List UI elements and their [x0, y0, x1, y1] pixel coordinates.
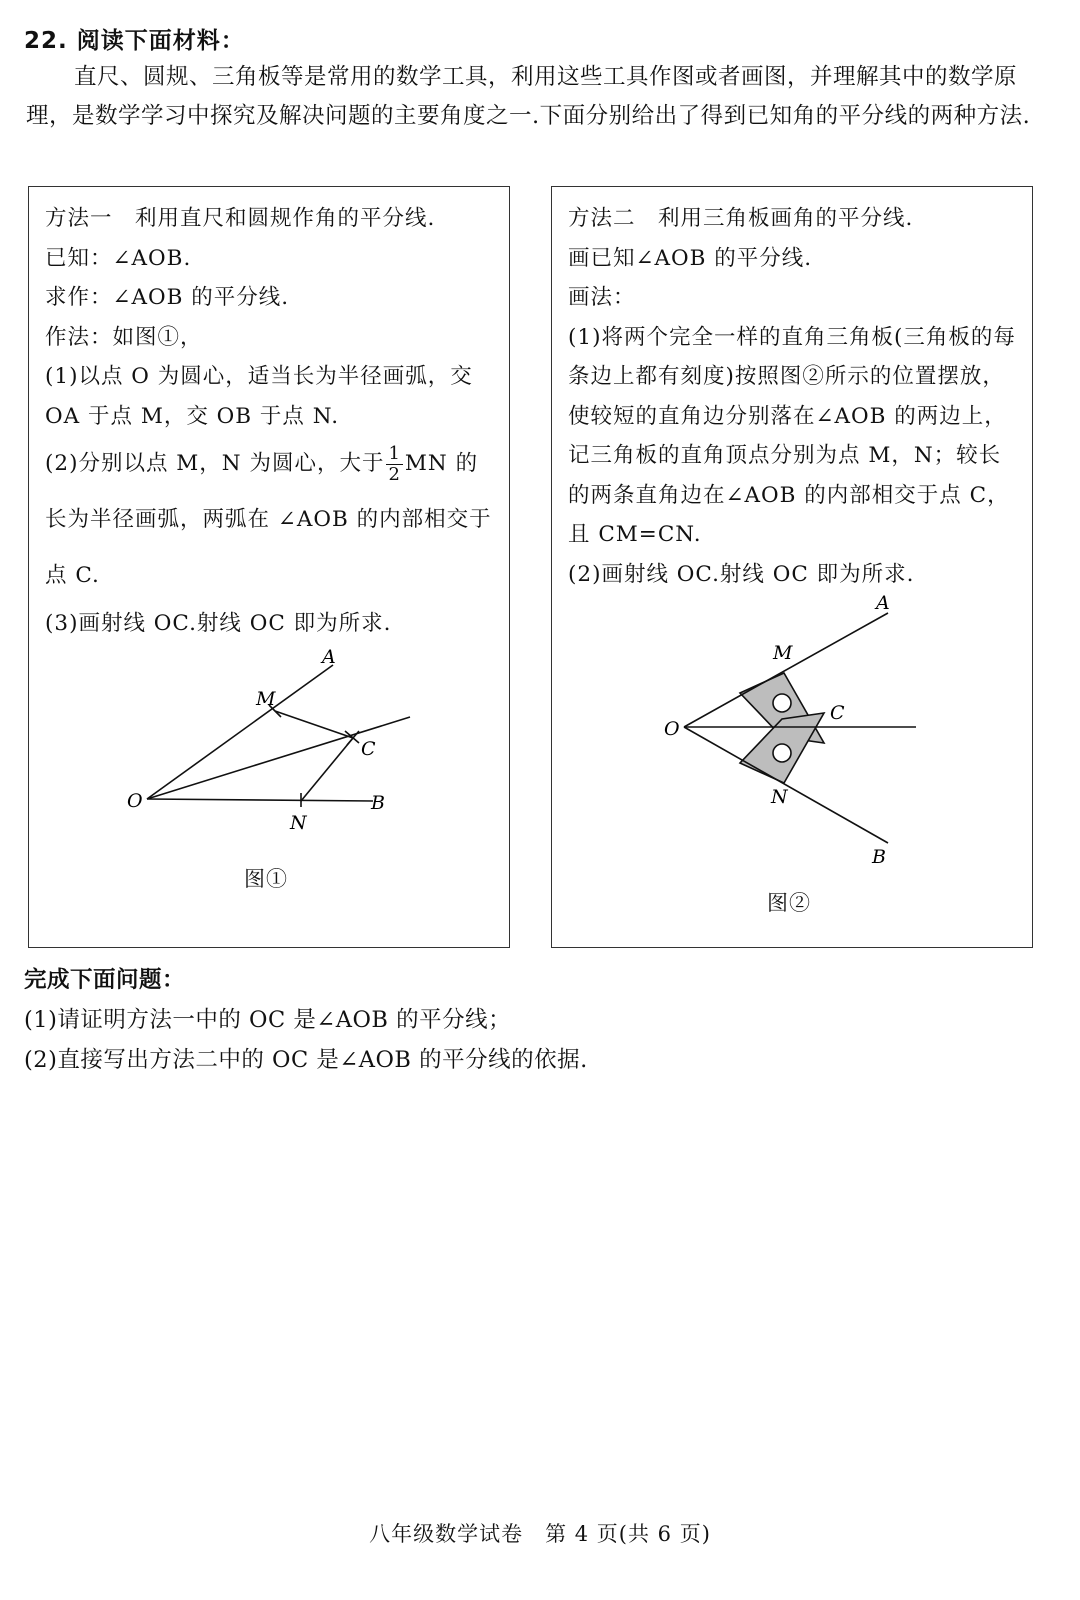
- method1-box: [28, 186, 510, 948]
- arc-mark-C: [345, 731, 359, 745]
- fig2-label-M: M: [773, 642, 793, 664]
- method1-text: [45, 199, 495, 644]
- fig2-label-B: B: [872, 846, 886, 868]
- fraction-numerator: 1: [388, 442, 401, 464]
- figure1: [125, 647, 425, 851]
- task-q2: (2)直接写出方法二中的 OC 是∠AOB 的平分线的依据.: [24, 1047, 588, 1073]
- task-q1: (1)请证明方法一中的 OC 是∠AOB 的平分线；: [24, 1007, 512, 1033]
- ray-OA: [147, 665, 333, 799]
- fraction-denominator: 2: [388, 463, 401, 485]
- method1-step2-pre: (2)分别以点 M，N 为圆心，大于: [45, 451, 385, 476]
- method1-heading: 方法一 利用直尺和圆规作角的平分线.: [45, 206, 436, 231]
- method1-known: 已知：∠AOB.: [45, 245, 192, 271]
- fraction-one-half: [386, 444, 402, 485]
- method1-step2: [45, 436, 495, 604]
- method1-step3: (3)画射线 OC.射线 OC 即为所求.: [45, 611, 392, 636]
- fig2-label-N: N: [771, 786, 788, 808]
- fig1-label-M: M: [256, 688, 276, 710]
- page-footer: 八年级数学试卷 第 4 页(共 6 页): [369, 1522, 711, 1546]
- figure1-svg: [125, 647, 425, 847]
- method2-task: 画已知∠AOB 的平分线.: [568, 245, 813, 271]
- figure1-caption: 图①: [244, 867, 288, 891]
- figure2: [660, 595, 920, 879]
- fig1-label-A: A: [322, 647, 336, 668]
- tasks-section: [24, 960, 1064, 1080]
- figure2-svg: [660, 595, 920, 875]
- fig2-label-C: C: [830, 702, 845, 724]
- tasks-heading: 完成下面问题：: [24, 967, 186, 993]
- method2-step2: (2)画射线 OC.射线 OC 即为所求.: [568, 561, 915, 587]
- method2-procedure: 画法：: [568, 285, 636, 310]
- method2-step1: (1)将两个完全一样的直角三角板(三角板的每条边上都有刻度)按照图②所示的位置摆放，使较短的直角边分别落在∠AOB 的两边上，记三角板的直角顶点分别为点 M，N；较长的两条直角边在∠AOB 的内部相交于点 C，且 CM=CN.: [568, 324, 1016, 547]
- fig2-label-A: A: [876, 595, 890, 614]
- fig1-label-C: C: [361, 738, 376, 760]
- segment-NC: [301, 738, 353, 801]
- question-title: 22. 阅读下面材料：: [24, 28, 245, 54]
- fig1-label-B: B: [371, 792, 385, 814]
- method2-text: [568, 199, 1018, 594]
- method1-step1: (1)以点 O 为圆心，适当长为半径画弧，交 OA 于点 M，交 OB 于点 N.: [45, 364, 473, 429]
- triangle-upper-hole: [773, 694, 791, 712]
- method2-heading: 方法二 利用三角板画角的平分线.: [568, 206, 914, 231]
- method1-step2-post: MN 的长为半径画弧，两弧在 ∠AOB 的内部相交于点 C.: [45, 451, 492, 588]
- fig1-label-N: N: [290, 812, 307, 834]
- segment-MC: [275, 711, 353, 738]
- question-intro: 直尺、圆规、三角板等是常用的数学工具，利用这些工具作图或者画图，并理解其中的数学原理，是数学学习中探究及解决问题的主要角度之一.下面分别给出了得到已知角的平分线的两种方法.: [26, 64, 1031, 129]
- fig1-label-O: O: [127, 790, 143, 812]
- figure2-caption: 图②: [767, 891, 811, 915]
- triangle-lower-hole: [773, 744, 791, 762]
- fig2-label-O: O: [664, 718, 680, 740]
- method1-procedure: 作法：如图①，: [45, 324, 203, 350]
- method1-construct: 求作：∠AOB 的平分线.: [45, 285, 290, 310]
- ray-OB: [147, 799, 373, 801]
- method2-box: [551, 186, 1033, 948]
